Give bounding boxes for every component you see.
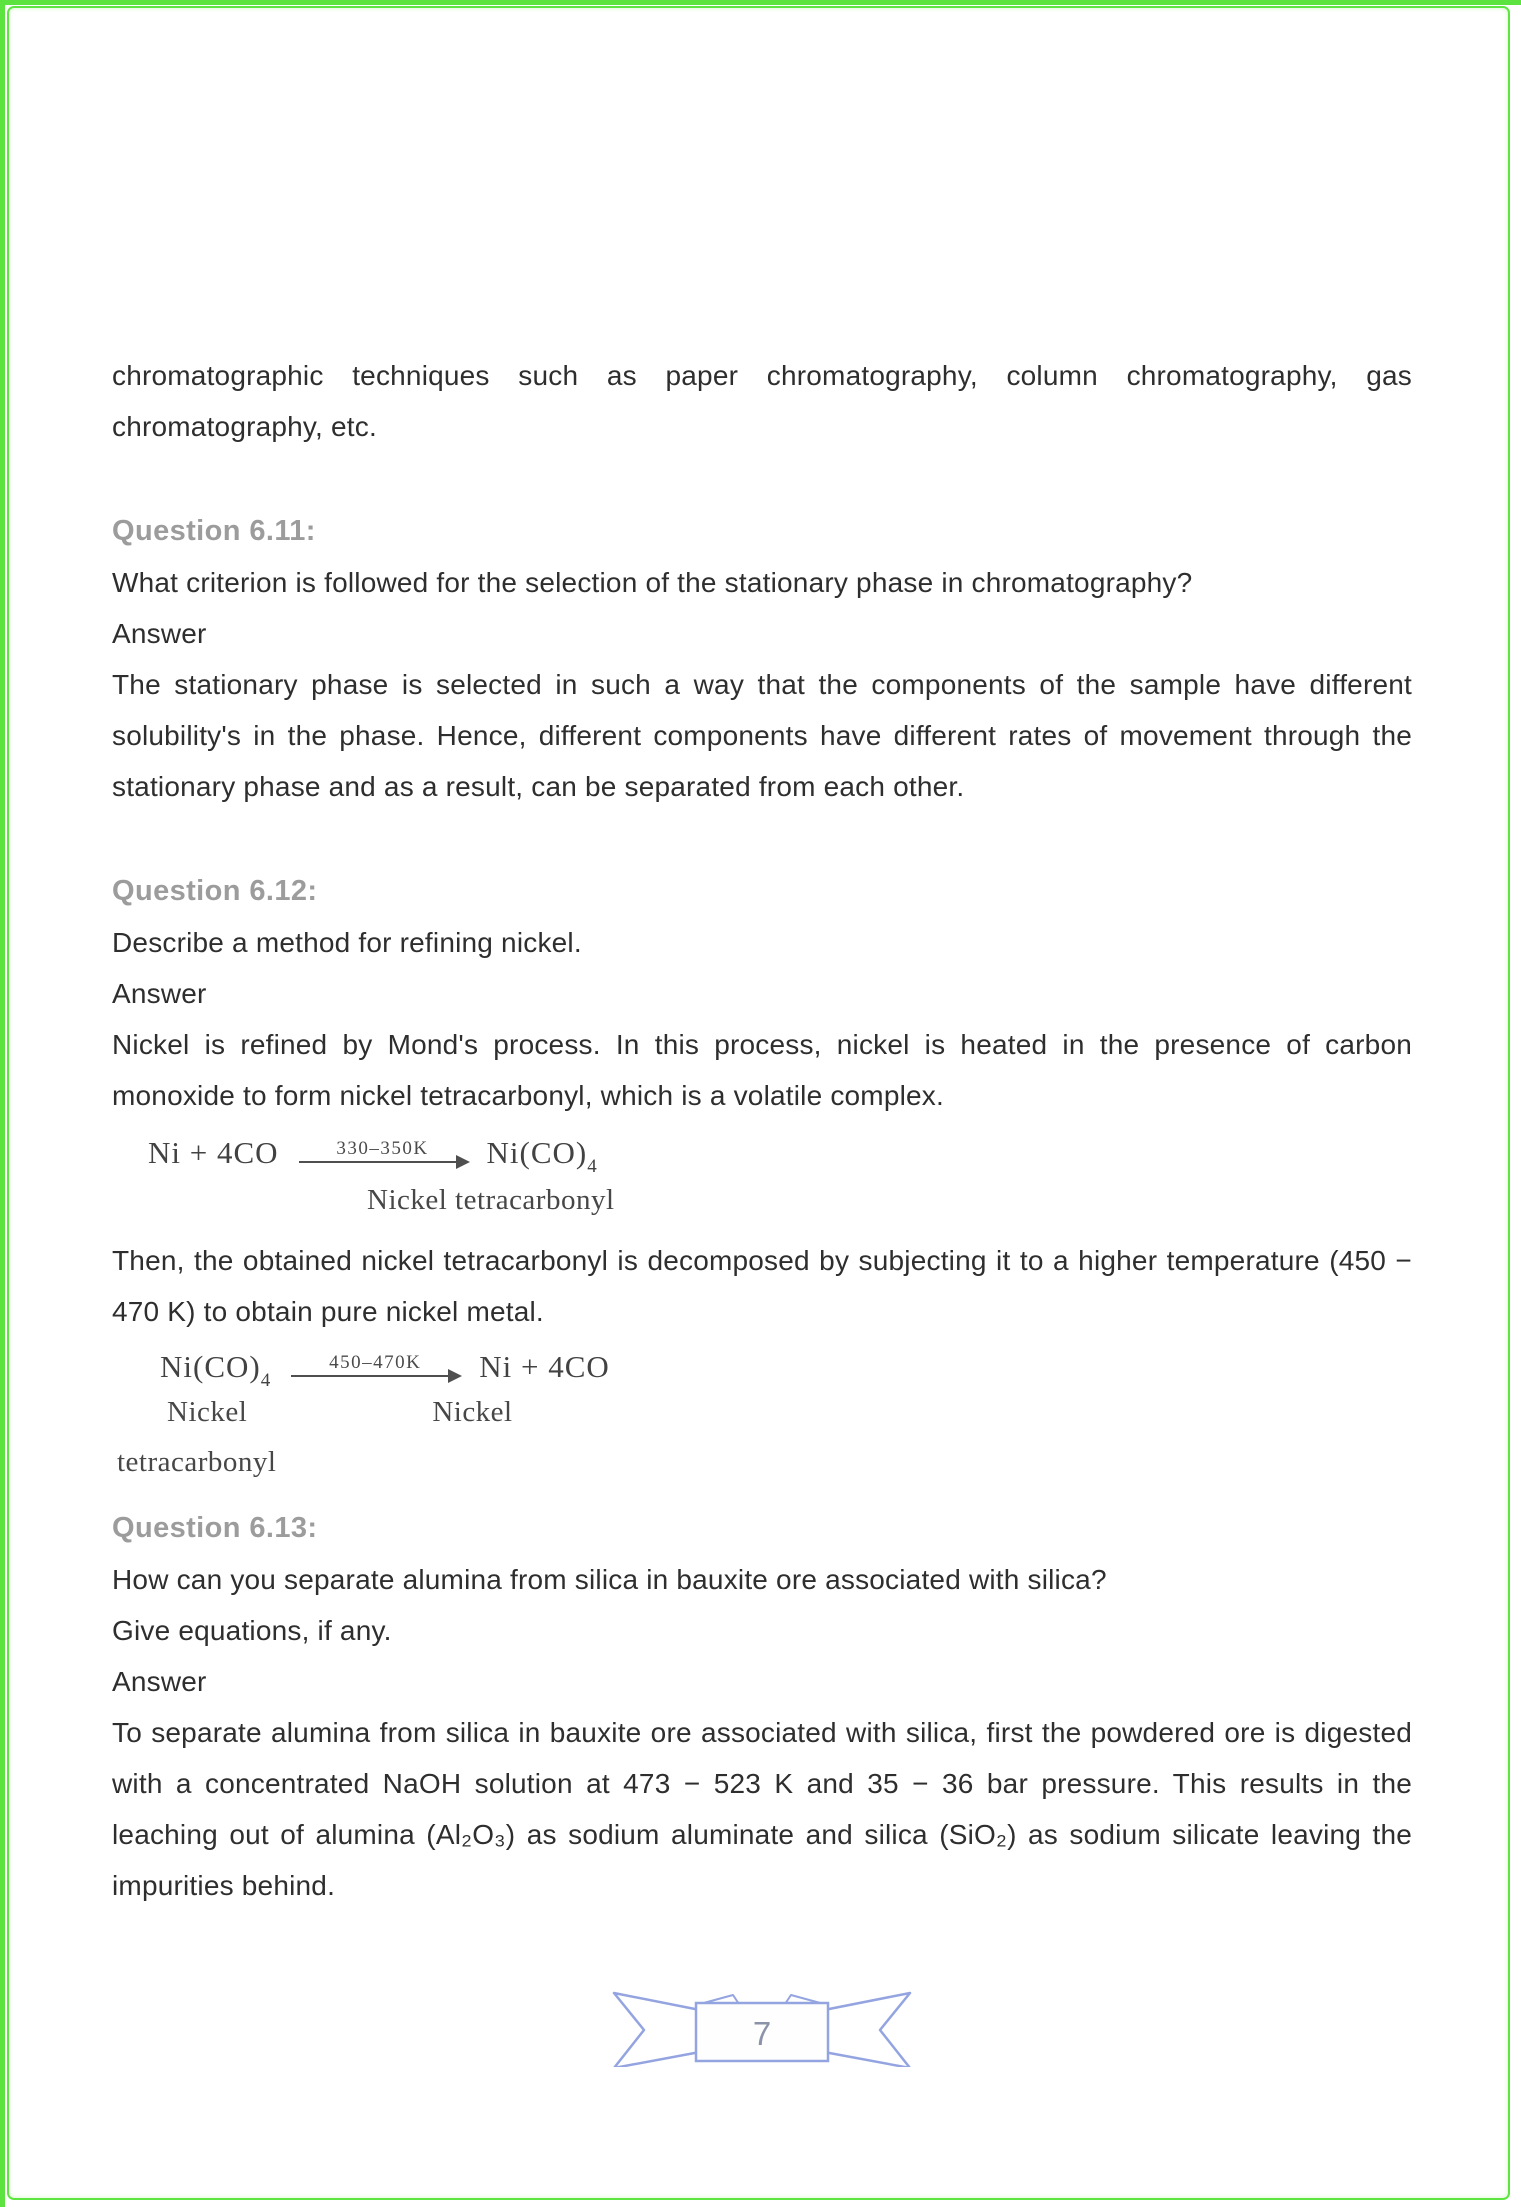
equation-1-caption: Nickel tetracarbonyl <box>367 1184 615 1216</box>
question-6-12-answer-label: Answer <box>112 978 207 1009</box>
equation-2-caption-right: Nickel <box>432 1396 513 1428</box>
question-6-13-text-line1: How can you separate alumina from silica in bauxite ore associated with silica? <box>112 1564 1107 1595</box>
equation-2-condition: 450–470K <box>329 1351 422 1373</box>
equation-2-caption-left-line2: tetracarbonyl <box>117 1446 277 1478</box>
reaction-arrow-icon <box>291 1352 459 1377</box>
equation-1-condition: 330–350K <box>336 1137 429 1159</box>
ribbon-left-tail <box>614 1993 700 2067</box>
equation-2-captions-row <box>112 1387 1412 1437</box>
page-border-left <box>0 0 5 2207</box>
page-footer <box>112 1977 1412 2067</box>
equation-1-product-formula: Ni(CO) <box>486 1135 588 1170</box>
question-6-12-heading: Question 6.12: <box>112 875 318 907</box>
paragraph-intro: chromatographic techniques such as paper chromatography, column chromatography, gas chromatography, etc. <box>112 360 1412 442</box>
page-number: 7 <box>752 2015 772 2052</box>
equation-2-row <box>160 1349 1412 1391</box>
question-6-11-answer: The stationary phase is selected in such a way that the components of the sample have different solubility's in the phase. Hence, different components have different rates of movement through the stationary phase and as a result, can be separated from each other. <box>112 669 1412 802</box>
question-6-13-answer: To separate alumina from silica in bauxite ore associated with silica, first the powdered ore is digested with a concentrated NaOH solution at 473 − 523 K and 35 − 36 bar pressure. This results in the leaching out of alumina (Al₂O₃) as sodium aluminate and silica (SiO₂) as sodium silicate leaving the impurities behind. <box>112 1717 1412 1901</box>
question-6-11-heading: Question 6.11: <box>112 515 316 547</box>
equation-2-products: Ni + 4CO <box>479 1349 610 1384</box>
equation-2-reactant-subscript: 4 <box>260 1370 272 1391</box>
question-6-13-heading: Question 6.13: <box>112 1512 318 1544</box>
ribbon-right-tail <box>824 1993 910 2067</box>
equation-1-row <box>148 1135 1412 1177</box>
equation-1-product-subscript: 4 <box>587 1156 598 1177</box>
question-6-11-section <box>112 506 1412 812</box>
equation-1-product <box>486 1135 598 1177</box>
page-number-ribbon <box>606 1977 918 2067</box>
question-6-12-section <box>112 866 1412 1487</box>
question-6-13-section <box>112 1503 1412 1911</box>
page-border-top <box>0 0 1521 5</box>
equation-2-reactant <box>160 1349 272 1391</box>
arrow-shaft <box>291 1375 459 1377</box>
equation-nickel-tetracarbonyl-formation <box>112 1135 1412 1225</box>
question-6-11-text: What criterion is followed for the selection of the stationary phase in chromatography? <box>112 567 1193 598</box>
reaction-arrow-icon <box>299 1138 467 1163</box>
equation-2-caption-left: Nickel <box>167 1396 248 1428</box>
question-6-13-text-line2: Give equations, if any. <box>112 1615 392 1646</box>
question-6-11-answer-label: Answer <box>112 618 207 649</box>
question-6-12-text: Describe a method for refining nickel. <box>112 927 582 958</box>
question-6-12-answer-part1: Nickel is refined by Mond's process. In this process, nickel is heated in the presence of carbon monoxide to form nickel tetracarbonyl, which is a volatile complex. <box>112 1029 1412 1111</box>
equation-nickel-tetracarbonyl-decomposition <box>112 1349 1412 1487</box>
question-6-12-answer-part2: Then, the obtained nickel tetracarbonyl is decomposed by subjecting it to a higher temperature (450 − 470 K) to obtain pure nickel metal. <box>112 1245 1412 1327</box>
equation-2-reactant-formula: Ni(CO) <box>160 1349 261 1384</box>
equation-1-reactants: Ni + 4CO <box>148 1135 279 1170</box>
arrow-shaft <box>299 1161 467 1163</box>
question-6-13-answer-label: Answer <box>112 1666 207 1697</box>
